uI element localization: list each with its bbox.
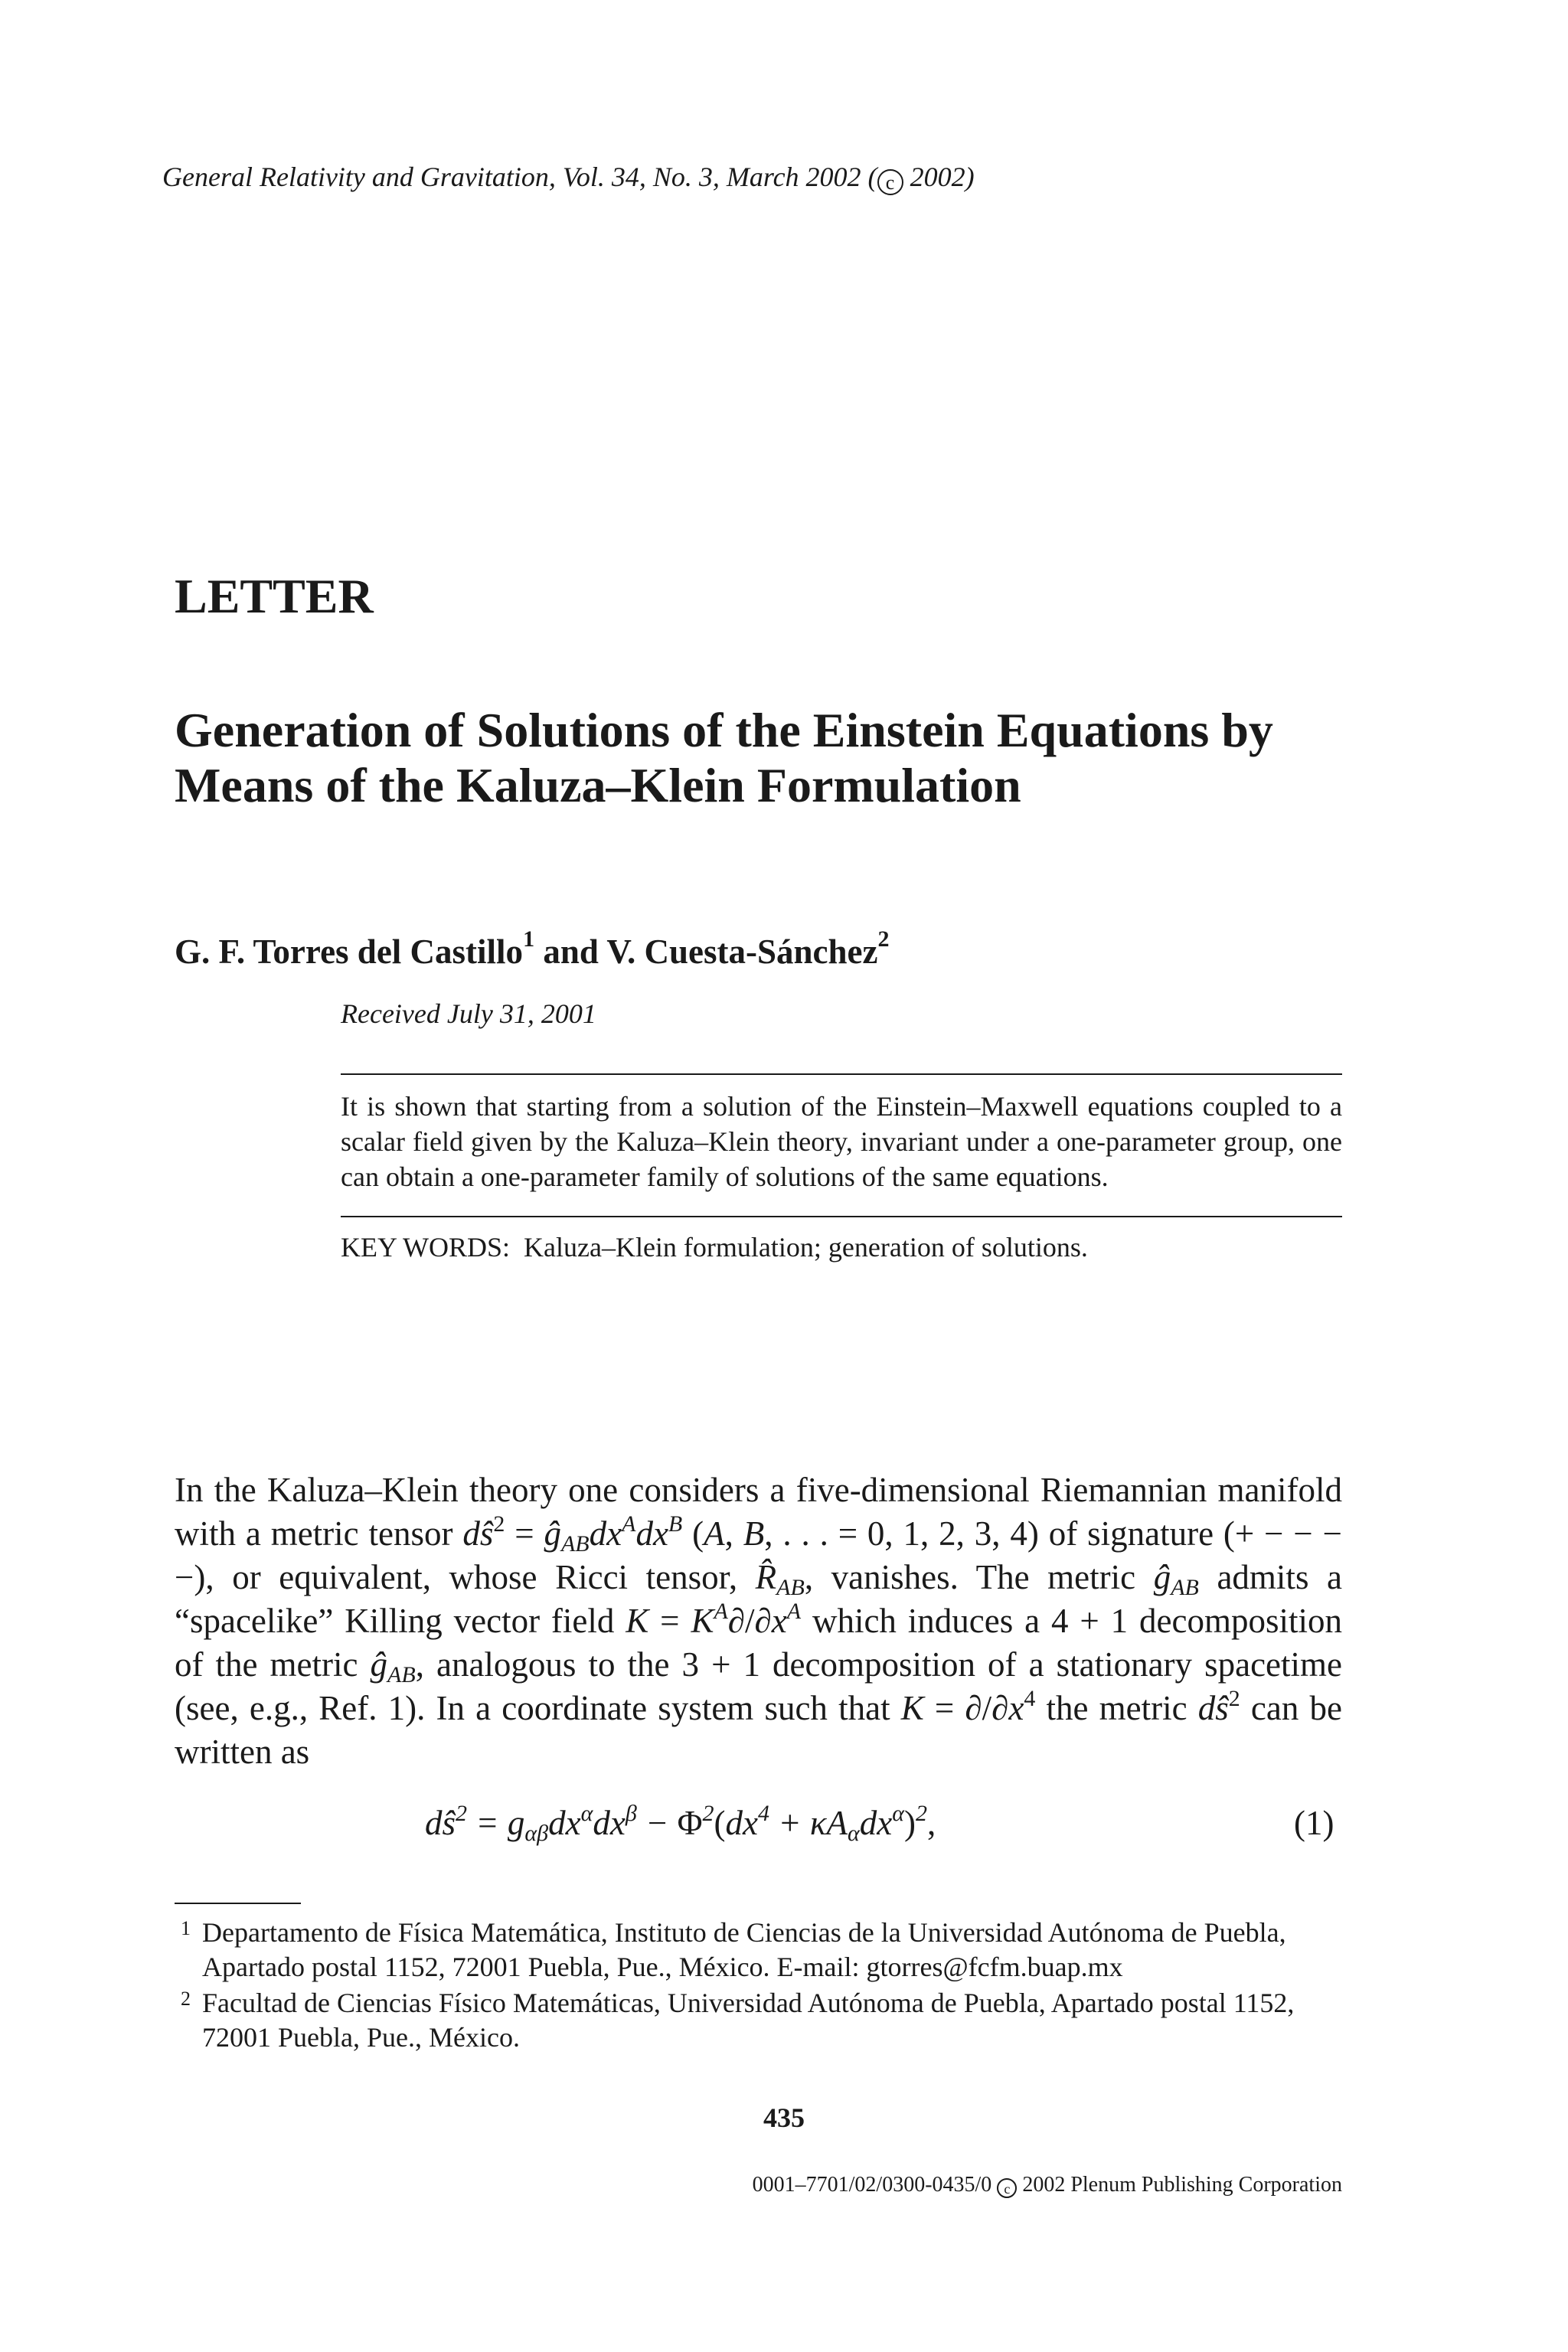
article-type-label: LETTER <box>175 569 374 623</box>
math-inline: $K = K^A\partial/\partial x^A$ <box>626 1599 802 1640</box>
equation-number: (1) <box>1294 1804 1334 1842</box>
paper-title: Generation of Solutions of the Einstein Equations by Means of the Kaluza–Klein Formulation <box>175 703 1273 812</box>
volume-year: 2002) <box>903 162 975 192</box>
copyright-icon: c <box>997 2178 1017 2198</box>
math-inline: $K = \partial/\partial x^4$ <box>900 1686 1036 1727</box>
abstract-top-rule <box>341 1073 1342 1075</box>
footnote-text: Departamento de Física Matemática, Instituto de Ciencias de la Universidad Autónoma de Puebla, Apartado postal 1152, 72001 Puebla, Pue., México. E-mail: gtorres@fcfm.buap.mx <box>202 1917 1286 1982</box>
page-number: 435 <box>763 2102 805 2133</box>
volume-info: Vol. 34, No. 3, March 2002 ( <box>562 162 877 192</box>
footnote-text: Facultad de Ciencias Físico Matemáticas, Universidad Autónoma de Puebla, Apartado postal 1152, 72001 Puebla, Pue., México. <box>202 1988 1295 2053</box>
footnotes <box>175 1916 1342 2056</box>
issn-code: 0001–7701/02/0300-0435/0 <box>752 2173 992 2197</box>
publisher-line <box>753 2173 1342 2198</box>
running-head <box>162 161 975 195</box>
math-inline: $dŝ^2$ = $ĝ_{AB}dx^Adx^B$ (A, B, . . . = 0, 1, 2, 3, 4) <box>462 1511 1039 1557</box>
author-conjunction: and <box>534 933 607 971</box>
footnote <box>175 1916 1342 1984</box>
keywords <box>341 1231 1088 1263</box>
body-paragraph: In the Kaluza–Klein theory one considers a five-dimensional Riemannian manifold with a metric tensor $dŝ^2$ = $ĝ_{AB}dx^Adx^B$ (A, B, . . . = 0, 1, 2, 3, 4) of signature (+ − − − −), or equivalent, whose Ricci tensor, $R̂_{AB}$, vanishes. The metric $ĝ_{AB}$ admits a “spacelike” Killing vector field $K = K^A\partial/\partial x^A$ which induces a 4 + 1 decomposition of the metric $ĝ_{AB}$, analogous to the 3 + 1 decomposition of a stationary spacetime (see, e.g., Ref. 1). In a coordinate system such that $K = \partial/\partial x^4$ the metric $dŝ^2$ can be written as <box>175 1471 1343 1771</box>
author-name: V. Cuesta-Sánchez <box>606 933 878 971</box>
math-inline: $ĝ_{AB}$ <box>1153 1558 1199 1600</box>
math-inline: $R̂_{AB}$ <box>755 1558 805 1600</box>
footnote <box>175 1986 1342 2055</box>
publisher-name: 2002 Plenum Publishing Corporation <box>1022 2173 1342 2197</box>
received-date: Received July 31, 2001 <box>341 998 596 1029</box>
footnote-rule <box>175 1903 301 1904</box>
equation-1: $dŝ^2 = g_{\alpha\beta}dx^\alpha dx^\beta - \Phi^2(dx^4 + \kappa A_\alpha dx^\alpha)^2$, <box>425 1801 936 1846</box>
footnote-mark: 2 <box>181 1988 191 2010</box>
math-inline: $dŝ^2$ <box>1197 1686 1240 1727</box>
keywords-label: KEY WORDS: <box>341 1232 511 1263</box>
author-name: G. F. Torres del Castillo <box>175 933 524 971</box>
affiliation-mark: 2 <box>877 926 890 952</box>
abstract: It is shown that starting from a solution of the Einstein–Maxwell equations coupled to a scalar field given by the Kaluza–Klein theory, invariant under a one-parameter group, one can obtain a one-parameter family of solutions of the same equations. <box>341 1091 1342 1192</box>
author-list <box>175 926 890 972</box>
footnote-mark: 1 <box>181 1917 191 1939</box>
affiliation-mark: 1 <box>523 926 535 952</box>
copyright-icon: c <box>877 169 903 195</box>
math-inline: $ĝ_{AB}$ <box>370 1645 416 1687</box>
keywords-text: Kaluza–Klein formulation; generation of solutions. <box>524 1232 1088 1263</box>
abstract-bottom-rule <box>341 1216 1342 1217</box>
journal-name: General Relativity and Gravitation, <box>162 162 556 192</box>
